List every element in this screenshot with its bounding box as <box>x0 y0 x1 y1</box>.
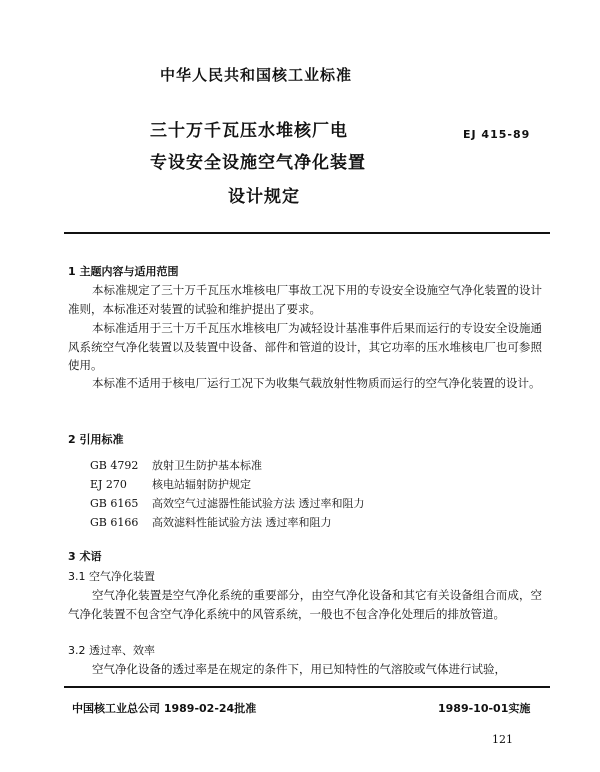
approval-line: 中国核工业总公司 1989-02-24批准 <box>72 702 257 715</box>
reference-row <box>90 476 251 492</box>
effective-date: 1989-10-01实施 <box>438 702 531 715</box>
reference-code: GB 4792 <box>90 459 139 472</box>
section-3-heading: 3 术语 <box>68 550 102 563</box>
reference-row <box>90 514 332 530</box>
section-1-paragraph-3: 本标准不适用于核电厂运行工况下为收集气载放射性物质而运行的空气净化装置的设计。 <box>92 376 541 390</box>
page-number: 121 <box>492 733 513 746</box>
title-line-1: 三十万千瓦压水堆核厂电 <box>150 121 348 141</box>
section-1-paragraph-1: 本标准规定了三十万千瓦压水堆核电厂事故工况下用的专设安全设施空气净化装置的设计准则，本标准还对装置的试验和维护提出了要求。 <box>68 283 542 316</box>
reference-title: 高效滤料性能试验方法 透过率和阻力 <box>152 516 332 529</box>
top-rule <box>64 232 550 234</box>
reference-title: 放射卫生防护基本标准 <box>152 459 262 472</box>
reference-code: EJ 270 <box>90 478 127 491</box>
section-3-1-paragraph: 空气净化装置是空气净化系统的重要部分，由空气净化设备和其它有关设备组合而成，空气净化装置不包含空气净化系统中的风管系统，一般也不包含净化处理后的排放管道。 <box>68 588 542 621</box>
title-line-3: 设计规定 <box>228 187 300 207</box>
title-line-2: 专设安全设施空气净化装置 <box>150 153 366 173</box>
reference-row <box>90 495 365 511</box>
section-1-paragraph-2: 本标准适用于三十万千瓦压水堆核电厂为减轻设计基准事件后果而运行的专设安全设施通风系统空气净化装置以及装置中设备、部件和管道的设计，其它功率的压水堆核电厂也可参照使用。 <box>68 321 542 372</box>
section-3-2-heading: 3.2 透过率、效率 <box>68 644 155 657</box>
reference-row <box>90 457 262 473</box>
standard-code: EJ 415-89 <box>463 128 531 141</box>
bottom-rule <box>64 686 550 688</box>
section-3-2-paragraph: 空气净化设备的透过率是在规定的条件下，用已知特性的气溶胶或气体进行试验， <box>92 662 506 676</box>
section-2-heading: 2 引用标准 <box>68 433 124 446</box>
reference-title: 高效空气过滤器性能试验方法 透过率和阻力 <box>152 497 365 510</box>
section-3-1-heading: 3.1 空气净化装置 <box>68 570 155 583</box>
reference-title: 核电站辐射防护规定 <box>152 478 251 491</box>
issuing-body-header: 中华人民共和国核工业标准 <box>160 66 353 84</box>
reference-code: GB 6166 <box>90 516 139 529</box>
reference-code: GB 6165 <box>90 497 139 510</box>
section-1-heading: 1 主题内容与适用范围 <box>68 265 179 278</box>
